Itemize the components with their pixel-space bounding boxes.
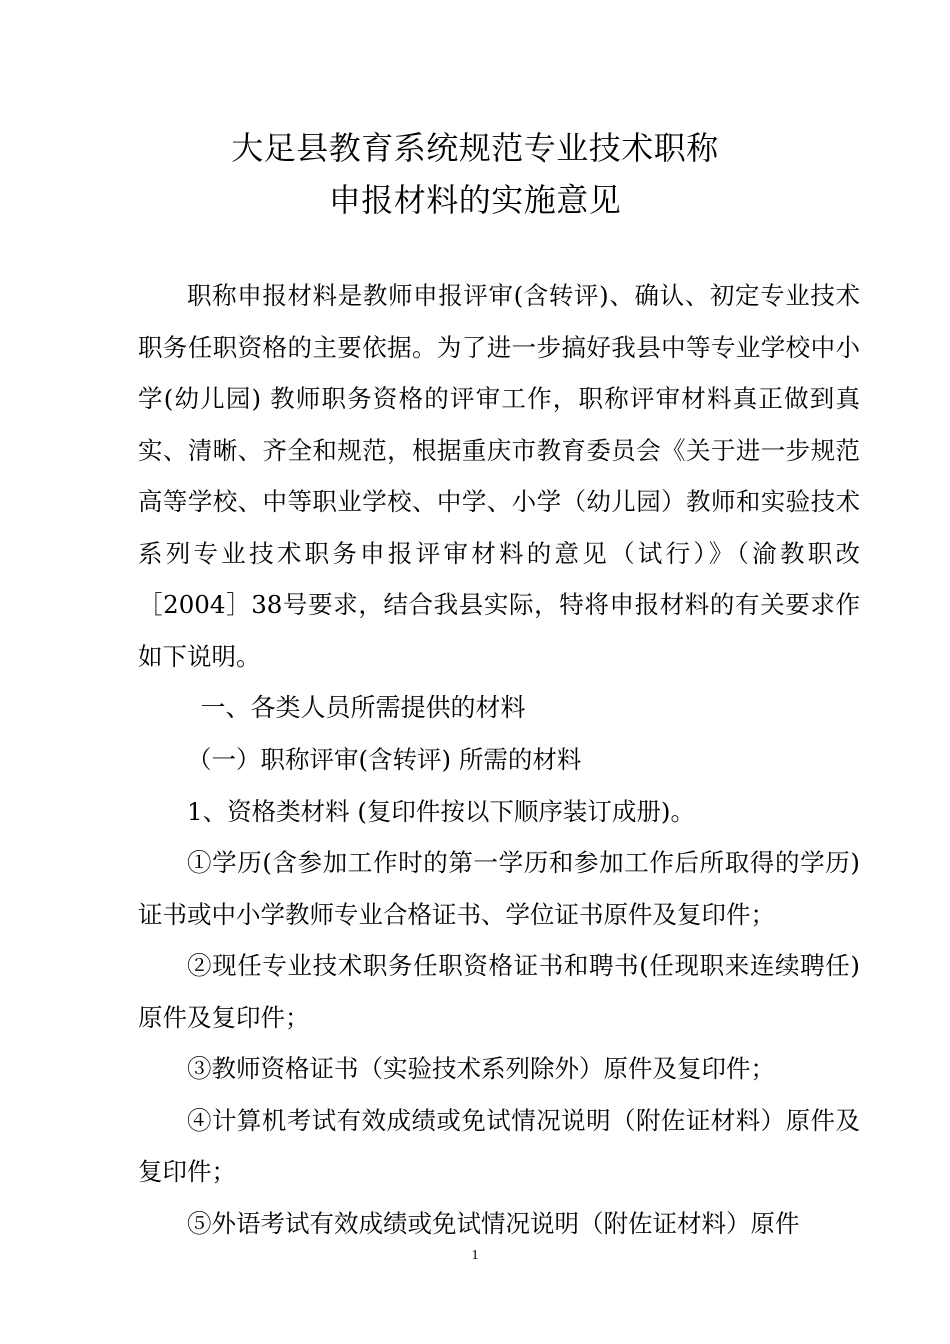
list-item: ④计算机考试有效成绩或免试情况说明（附佐证材料）原件及复印件； [138, 1105, 860, 1186]
list-item: ③教师资格证书（实验技术系列除外）原件及复印件； [187, 1054, 775, 1083]
document-body [138, 270, 860, 1249]
list-item: ②现任专业技术职务任职资格证书和聘书(任现职来连续聘任)原件及复印件； [138, 951, 860, 1032]
page-number: 1 [471, 1248, 479, 1263]
document-title [0, 122, 950, 226]
title-line-2: 申报材料的实施意见 [328, 181, 622, 219]
subsection-heading: （一）职称评审(含转评) 所需的材料 [187, 745, 582, 774]
list-item: ①学历(含参加工作时的第一学历和参加工作后所取得的学历) 证书或中小学教师专业合格证书、学位证书原件及复印件； [138, 848, 860, 929]
list-item: ⑤外语考试有效成绩或免试情况说明（附佐证材料）原件 [187, 1208, 800, 1238]
section-heading: 一、各类人员所需提供的材料 [200, 693, 526, 722]
title-line-1: 大足县教育系统规范专业技术职称 [231, 129, 719, 167]
item-heading: 1、资格类材料 (复印件按以下顺序装订成册)。 [187, 796, 695, 826]
intro-paragraph: 职称申报材料是教师申报评审(含转评)、确认、初定专业技术职务任职资格的主要依据。为了进一步搞好我县中等专业学校中小学(幼儿园) 教师职务资格的评审工作，职称评审材料真正做到真实、清晰、齐全和规范，根据重庆市教育委员会《关于进一步规范高等学校、中等职业学校、中学、小学（幼儿园）教师和实验技术系列专业技术职务申报评审材料的意见（试行）》（渝教职改［2004］38号要求，结合我县实际，特将申报材料的有关要求作如下说明。 [138, 281, 860, 671]
